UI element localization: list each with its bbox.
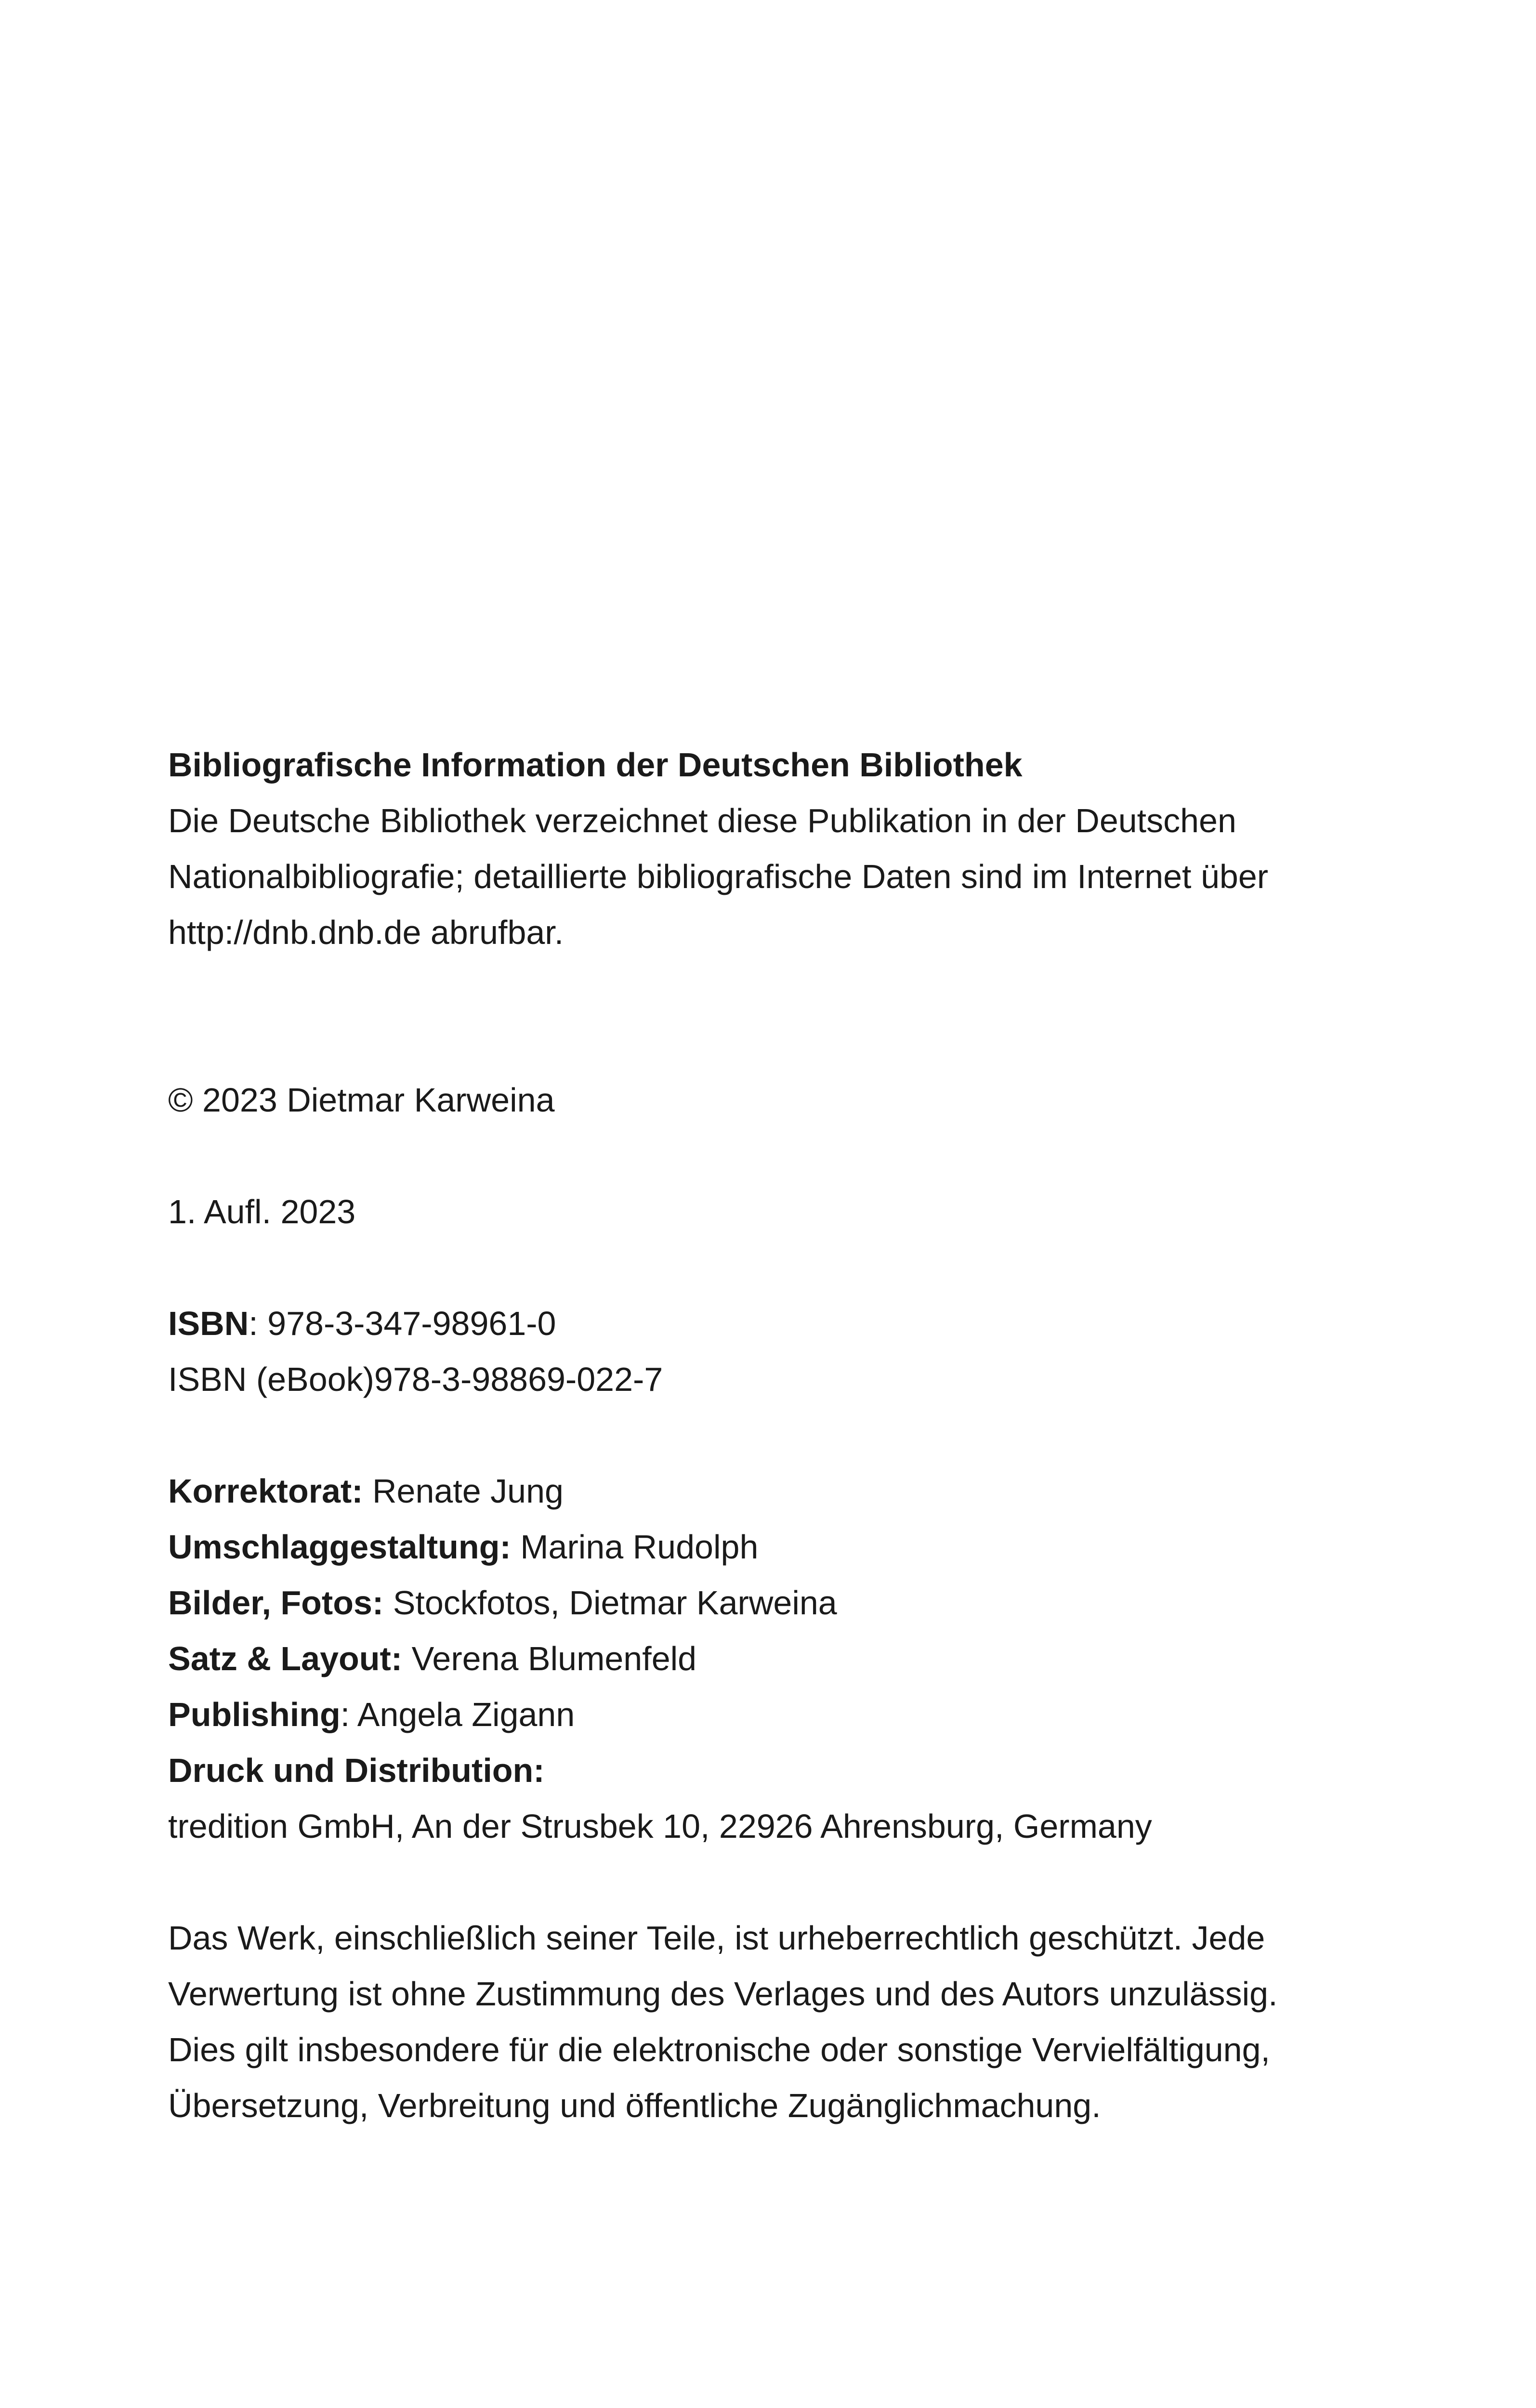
legal-notice [168, 1910, 1401, 2133]
credit-line [168, 1575, 1401, 1631]
isbn-ebook-line: ISBN (eBook)978-3-98869-022-7 [168, 1361, 663, 1398]
isbn-label: ISBN [168, 1305, 249, 1342]
distribution-address: tredition GmbH, An der Strusbek 10, 22926 Ahrensburg, Germany [168, 1807, 1152, 1845]
credit-label: Publishing [168, 1696, 341, 1733]
copyright-line: © 2023 Dietmar Karweina [168, 1081, 555, 1119]
credit-label: Umschlaggestaltung: [168, 1528, 511, 1566]
legal-line: Verwertung ist ohne Zustimmung des Verlages und des Autors unzulässig. [168, 1975, 1278, 2013]
isbn-line [168, 1296, 1401, 1351]
credit-line [168, 1742, 1401, 1798]
imprint-page [168, 737, 1401, 2133]
credit-line [168, 1687, 1401, 1742]
bibliographic-heading: Bibliografische Information der Deutschen Bibliothek [168, 746, 1023, 784]
credit-line [168, 1463, 1401, 1519]
credit-label: Korrektorat: [168, 1472, 363, 1510]
credit-value: : Angela Zigann [340, 1696, 575, 1733]
credits-block [168, 1463, 1401, 1854]
credit-line [168, 1631, 1401, 1687]
credit-value: Renate Jung [363, 1472, 564, 1510]
edition-line: 1. Aufl. 2023 [168, 1193, 356, 1230]
credit-label: Druck und Distribution: [168, 1752, 545, 1789]
credit-line [168, 1519, 1401, 1575]
credit-value: Stockfotos, Dietmar Karweina [383, 1584, 837, 1622]
bibliographic-line: Nationalbibliografie; detaillierte bibliografische Daten sind im Internet über [168, 858, 1269, 895]
bibliographic-block [168, 737, 1401, 960]
credit-value: Verena Blumenfeld [402, 1640, 697, 1677]
isbn-block [168, 1296, 1401, 1407]
bibliographic-line: http://dnb.dnb.de abrufbar. [168, 914, 564, 951]
legal-line: Das Werk, einschließlich seiner Teile, ist urheberrechtlich geschützt. Jede [168, 1919, 1265, 1957]
isbn-value: : 978-3-347-98961-0 [249, 1305, 556, 1342]
bibliographic-line: Die Deutsche Bibliothek verzeichnet diese Publikation in der Deutschen [168, 802, 1236, 839]
credit-label: Satz & Layout: [168, 1640, 403, 1677]
legal-line: Dies gilt insbesondere für die elektronische oder sonstige Vervielfältigung, [168, 2031, 1270, 2068]
credit-label: Bilder, Fotos: [168, 1584, 384, 1622]
legal-line: Übersetzung, Verbreitung und öffentliche Zugänglichmachung. [168, 2087, 1101, 2124]
credit-value: Marina Rudolph [511, 1528, 759, 1566]
